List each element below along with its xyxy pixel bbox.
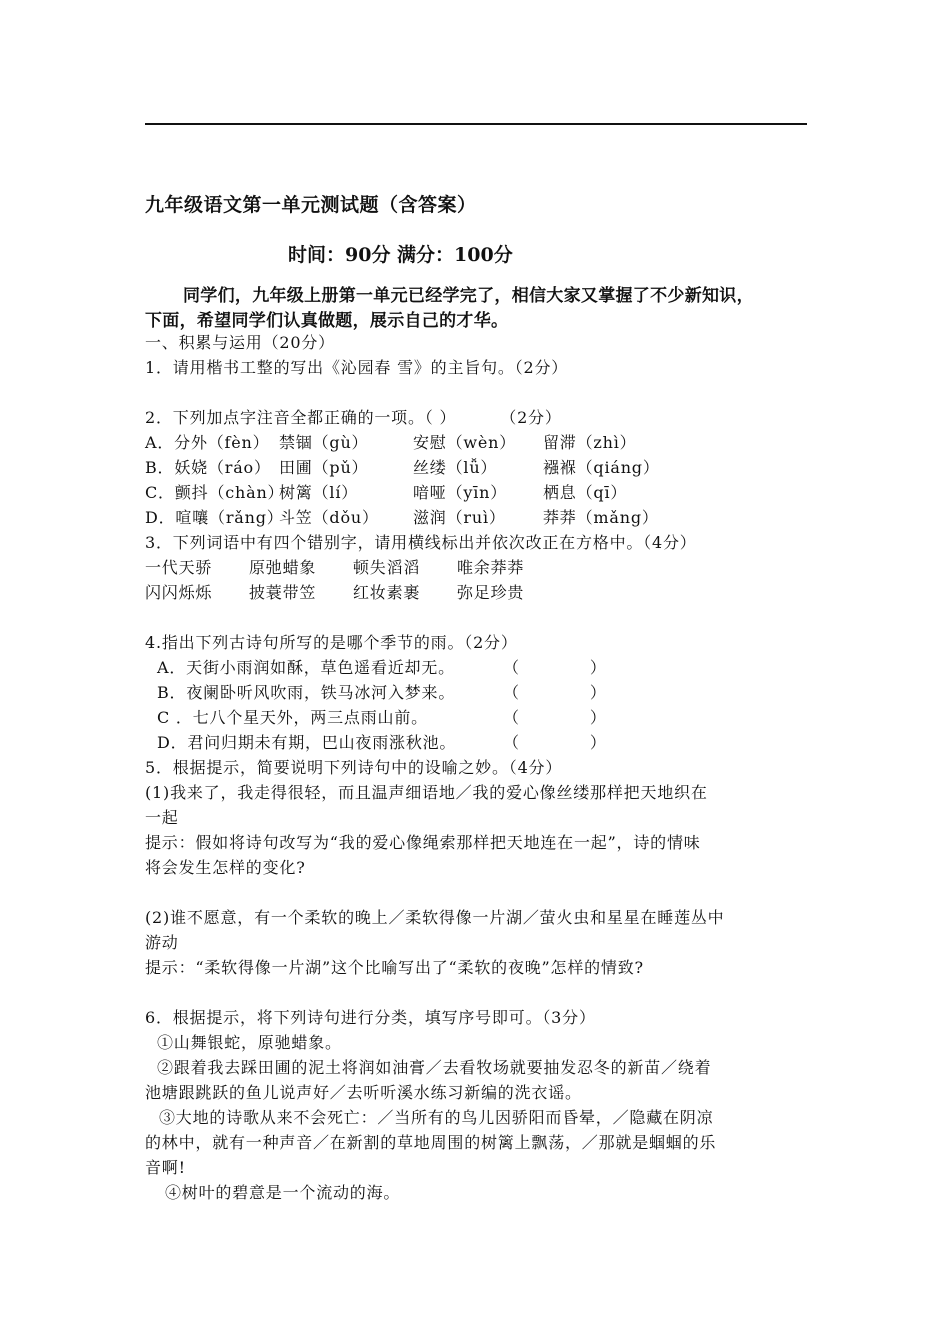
q3-stem: 3．下列词语中有四个错别字，请用横线标出并依次改正在方格中。（4分） — [145, 533, 697, 552]
q6-item-3-line-2: 的林中，就有一种声音／在新割的草地周围的树篱上飘荡，／那就是蝈蝈的乐 — [145, 1133, 717, 1152]
q4-blank-close: ） — [589, 733, 607, 752]
intro-paragraph — [145, 284, 754, 334]
q3-word: 披蓑带笠 — [249, 583, 317, 602]
q5-p1-line-2: 一起 — [145, 808, 179, 827]
q2-b-1: B．妖娆（ráo） — [145, 458, 271, 477]
q3-word: 唯余莽莽 — [457, 558, 525, 577]
intro-line-2: 下面，希望同学们认真做题，展示自己的才华。 — [145, 311, 509, 331]
q2-c-1: C．颤抖（chàn） — [145, 483, 285, 502]
q5-p2-line-2: 游动 — [145, 933, 179, 952]
q2-c-2: 树篱（lí） — [279, 483, 359, 502]
q4-blank-open: （ — [503, 683, 520, 702]
q4-item-a — [145, 655, 724, 680]
q2-d-4: 莽莽（mǎng） — [543, 508, 659, 527]
q4-item-d — [145, 730, 724, 755]
q6-item-1: ①山舞银蛇，原驰蜡象。 — [157, 1033, 342, 1052]
q4-blank-open: （ — [503, 733, 520, 752]
exam-body — [145, 330, 724, 1205]
q4-blank-close: ） — [589, 658, 607, 677]
q2-b-2: 田圃（pǔ） — [279, 458, 369, 477]
q6-item-2-line-2: 池塘跟跳跃的鱼儿说声好／去听听溪水练习新编的洗衣谣。 — [145, 1083, 582, 1102]
q2-a-2: 禁锢（gù） — [279, 433, 369, 452]
q2-c-4: 栖息（qī） — [543, 483, 628, 502]
q2-option-d — [145, 505, 724, 530]
intro-line-1: 同学们，九年级上册第一单元已经学完了，相信大家又掌握了不少新知识， — [183, 286, 754, 306]
page-title: 九年级语文第一单元测试题（含答案） — [145, 194, 477, 216]
q2-d-2: 斗笠（dǒu） — [279, 508, 379, 527]
q2-c-3: 喑哑（yīn） — [413, 483, 508, 502]
q2-d-3: 滋润（ruì） — [413, 508, 506, 527]
q3-word: 一代天骄 — [145, 558, 213, 577]
q5-p2-tip: 提示：“柔软得像一片湖”这个比喻写出了“柔软的夜晚”怎样的情致? — [145, 958, 644, 977]
q2-b-3: 丝缕（lǚ） — [413, 458, 498, 477]
q2-d-1: D．喧嚷（rǎng） — [145, 508, 284, 527]
section-heading: 一、积累与运用（20分） — [145, 333, 335, 352]
q4-item-c — [145, 705, 724, 730]
q5-p1-tip-2: 将会发生怎样的变化? — [145, 858, 306, 877]
q4-blank-open: （ — [503, 658, 520, 677]
q5-p1-line-1: (1)我来了，我走得很轻，而且温声细语地／我的爱心像丝缕那样把天地织在 — [145, 783, 708, 802]
q2-stem-text: 2．下列加点字注音全都正确的一项。（ ） — [145, 408, 457, 427]
blank-line — [145, 380, 724, 405]
blank-line — [145, 605, 724, 630]
q4-c-text: C ．七八个星天外，两三点雨山前。 — [157, 708, 428, 727]
q2-a-3: 安慰（wèn） — [413, 433, 517, 452]
q6-item-2-line-1: ②跟着我去踩田圃的泥土将润如油膏／去看牧场就要抽发忍冬的新苗／绕着 — [157, 1058, 712, 1077]
blank-line — [145, 980, 724, 1005]
q4-blank-close: ） — [589, 708, 607, 727]
q2-option-b — [145, 455, 724, 480]
q3-word: 原弛蜡象 — [249, 558, 317, 577]
q5-stem: 5．根据提示，简要说明下列诗句中的设喻之妙。（4分） — [145, 758, 563, 777]
blank-line — [145, 880, 724, 905]
q2-a-1: A．分外（fèn） — [145, 433, 270, 452]
q2-a-4: 留滞（zhì） — [543, 433, 637, 452]
q4-b-text: B．夜阑卧听风吹雨，铁马冰河入梦来。 — [157, 683, 456, 702]
q6-stem: 6．根据提示，将下列诗句进行分类，填写序号即可。（3分） — [145, 1008, 596, 1027]
q3-word: 红妆素裹 — [353, 583, 421, 602]
q4-item-b — [145, 680, 724, 705]
q1-text: 1．请用楷书工整的写出《沁园春 雪》的主旨句。（2分） — [145, 358, 569, 377]
q6-item-4: ④树叶的碧意是一个流动的海。 — [165, 1183, 401, 1202]
q2-b-4: 襁褓（qiáng） — [543, 458, 660, 477]
q3-word: 弥足珍贵 — [457, 583, 525, 602]
q4-a-text: A．天街小雨润如酥，草色遥看近却无。 — [157, 658, 455, 677]
q3-row-1 — [145, 555, 724, 580]
q2-score: （2分） — [500, 408, 562, 427]
q4-blank-close: ） — [589, 683, 607, 702]
q4-stem: 4.指出下列古诗句所写的是哪个季节的雨。（2分） — [145, 633, 518, 652]
header-rule — [145, 123, 807, 125]
exam-meta: 时间：90分 满分：100分 — [288, 244, 513, 266]
q2-option-a — [145, 430, 724, 455]
q6-item-3-line-1: ③大地的诗歌从来不会死亡：／当所有的鸟儿因骄阳而昏晕，／隐藏在阴凉 — [159, 1108, 714, 1127]
q4-blank-open: （ — [503, 708, 520, 727]
q3-word: 闪闪烁烁 — [145, 583, 213, 602]
q3-row-2 — [145, 580, 724, 605]
q4-d-text: D．君问归期未有期，巴山夜雨涨秋池。 — [157, 733, 457, 752]
q5-p1-tip-1: 提示：假如将诗句改写为“我的爱心像绳索那样把天地连在一起”，诗的情味 — [145, 833, 701, 852]
q3-word: 顿失滔滔 — [353, 558, 421, 577]
q5-p2-line-1: (2)谁不愿意，有一个柔软的晚上／柔软得像一片湖／萤火虫和星星在睡莲丛中 — [145, 908, 725, 927]
q2-option-c — [145, 480, 724, 505]
q2-stem — [145, 405, 724, 430]
q6-item-3-line-3: 音啊! — [145, 1158, 186, 1177]
